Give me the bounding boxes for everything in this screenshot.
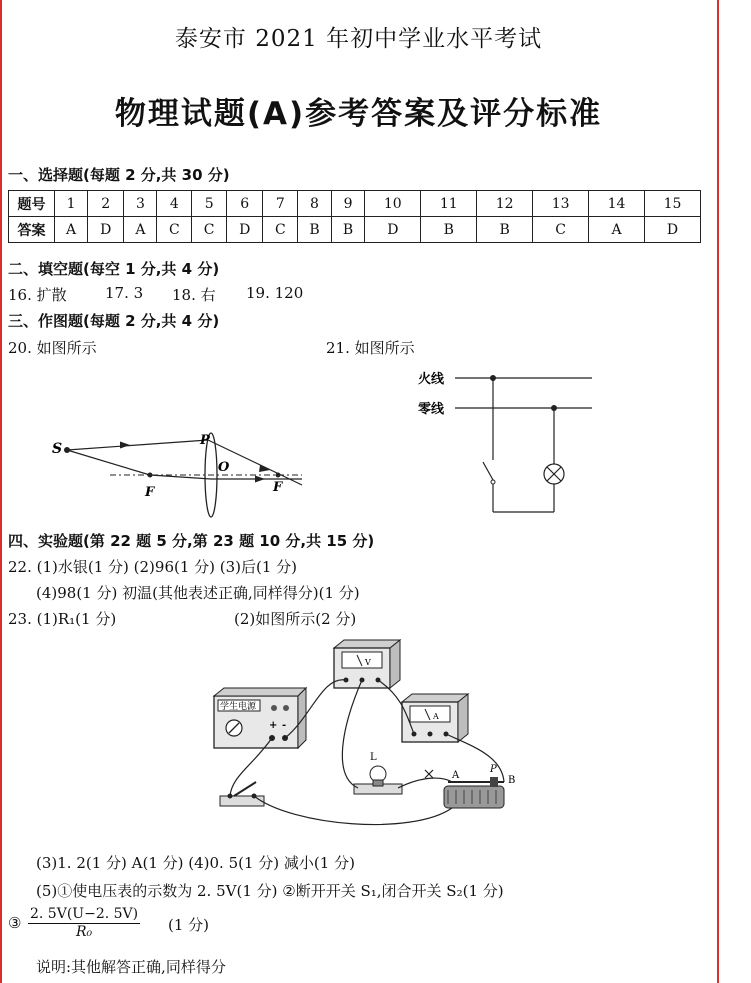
answer-cell: A [55,217,88,243]
label-neutral-wire: 零线 [418,402,445,417]
rheostat-slider [490,777,498,787]
label-S: S [52,441,63,457]
label-O: O [218,460,230,475]
power-supply-side [298,688,306,748]
ammeter-side [458,694,468,742]
voltmeter-side [390,640,400,688]
question-number: 15 [645,191,701,217]
question-number: 12 [477,191,533,217]
section4-heading: 四、实验题(第 22 题 5 分,第 23 题 10 分,共 15 分) [8,532,375,550]
wire [254,796,452,825]
answer-cell: B [477,217,533,243]
focus-point-right [276,473,281,478]
formula-fraction [28,906,140,940]
question-number: 14 [589,191,645,217]
answer-table [8,190,701,243]
source-point [64,447,70,453]
answer-22-line2: (4)98(1 分) 初温(其他表述正确,同样得分)(1 分) [36,584,360,602]
switch-blade [483,462,493,480]
rheostat-label-A: A [452,770,460,781]
circled-number-3: ③ [8,914,22,932]
answer-23-part2: (2)如图所示(2 分) [234,610,357,628]
answer-cell: C [192,217,227,243]
exam-title: 泰安市 2021 年初中学业水平考试 [174,26,543,52]
answer-cell: C [533,217,589,243]
ray-through-focus [67,450,150,475]
answer-23-part3: (3)1. 2(1 分) A(1 分) (4)0. 5(1 分) 减小(1 分) [36,854,355,872]
arrowhead [255,476,265,483]
answer-table-number-row [9,191,701,217]
row-label-question: 题号 [9,191,55,217]
answer-cell: B [421,217,477,243]
label-P: P [200,433,210,448]
row-label-answer: 答案 [9,217,55,243]
section1-heading: 一、选择题(每题 2 分,共 30 分) [8,166,230,184]
answer-cell: D [365,217,421,243]
question-number: 3 [124,191,157,217]
switch-base-icon [220,796,264,806]
question-number: 9 [331,191,365,217]
question-number: 4 [157,191,192,217]
document-title: 物理试题(A)参考答案及评分标准 [114,96,603,132]
answer-20: 20. 如图所示 [8,339,97,357]
wire [398,778,452,788]
lamp-label: L [370,752,377,763]
answer-21: 21. 如图所示 [326,339,415,357]
answer-cell: C [157,217,192,243]
power-supply-top [214,688,306,696]
voltmeter-mark: V [365,658,371,667]
bulb-socket [373,780,383,786]
page-right-border [717,0,719,983]
label-F-left: F [145,485,155,500]
power-supply-label: 学生电源 [220,702,257,712]
answer-cell: D [227,217,263,243]
experiment-circuit-illustration [212,636,532,836]
answer-23-part1: 23. (1)R₁(1 分) [8,610,117,628]
question-number: 6 [227,191,263,217]
question-number: 11 [421,191,477,217]
page-left-border [0,0,2,983]
question-number: 13 [533,191,589,217]
label-F-right: F [273,480,283,495]
answer-cell: B [298,217,332,243]
formula-score: (1 分) [168,916,210,934]
terminal-minus-label: - [282,720,287,731]
ammeter-top [402,694,468,702]
wire [342,680,362,788]
ammeter-mark: A [433,712,439,721]
answer-19: 19. 120 [246,284,304,302]
answer-cell: D [88,217,124,243]
arrowhead [120,442,130,449]
formula-denominator: R₀ [75,924,93,940]
formula-numerator: 2. 5V(U−2. 5V) [30,906,139,922]
label-live-wire: 火线 [418,372,445,387]
section3-heading: 三、作图题(每题 2 分,共 4 分) [8,312,220,330]
question-number: 10 [365,191,421,217]
answer-cell: C [263,217,298,243]
footnote: 说明:其他解答正确,同样得分 [36,958,226,976]
terminal-plus-label: + [269,720,278,731]
voltmeter-top [334,640,400,648]
switch-contact [491,480,495,484]
answer-cell: D [645,217,701,243]
ray-parallel [67,440,208,450]
answer-table-answer-row [9,217,701,243]
indicator-icon [283,705,289,711]
focus-point-left [148,473,153,478]
answer-23-part5: (5)①使电压表的示数为 2. 5V(1 分) ②断开开关 S₁,闭合开关 S₂(1 分) [36,882,504,900]
ray-segment [150,475,211,479]
terminal-icon [428,732,433,737]
indicator-icon [271,705,277,711]
answer-cell: A [124,217,157,243]
answer-cell: A [589,217,645,243]
question-number: 7 [263,191,298,217]
question-number: 2 [88,191,124,217]
answer-cell: B [331,217,365,243]
answer-17: 17. 3 [105,284,144,302]
rheostat-label-B: B [508,775,516,786]
question-number: 5 [192,191,227,217]
answer-16: 16. 扩散 [8,286,67,304]
household-circuit-diagram [410,362,610,522]
answer-22-line1: 22. (1)水银(1 分) (2)96(1 分) (3)后(1 分) [8,558,298,576]
rheostat-label-P: P [490,764,497,775]
answer-18: 18. 右 [172,286,216,304]
lens-ray-diagram [40,425,315,520]
question-number: 1 [55,191,88,217]
rheostat-coil-icon [444,786,504,808]
question-number: 8 [298,191,332,217]
section2-heading: 二、填空题(每空 1 分,共 4 分) [8,260,220,278]
